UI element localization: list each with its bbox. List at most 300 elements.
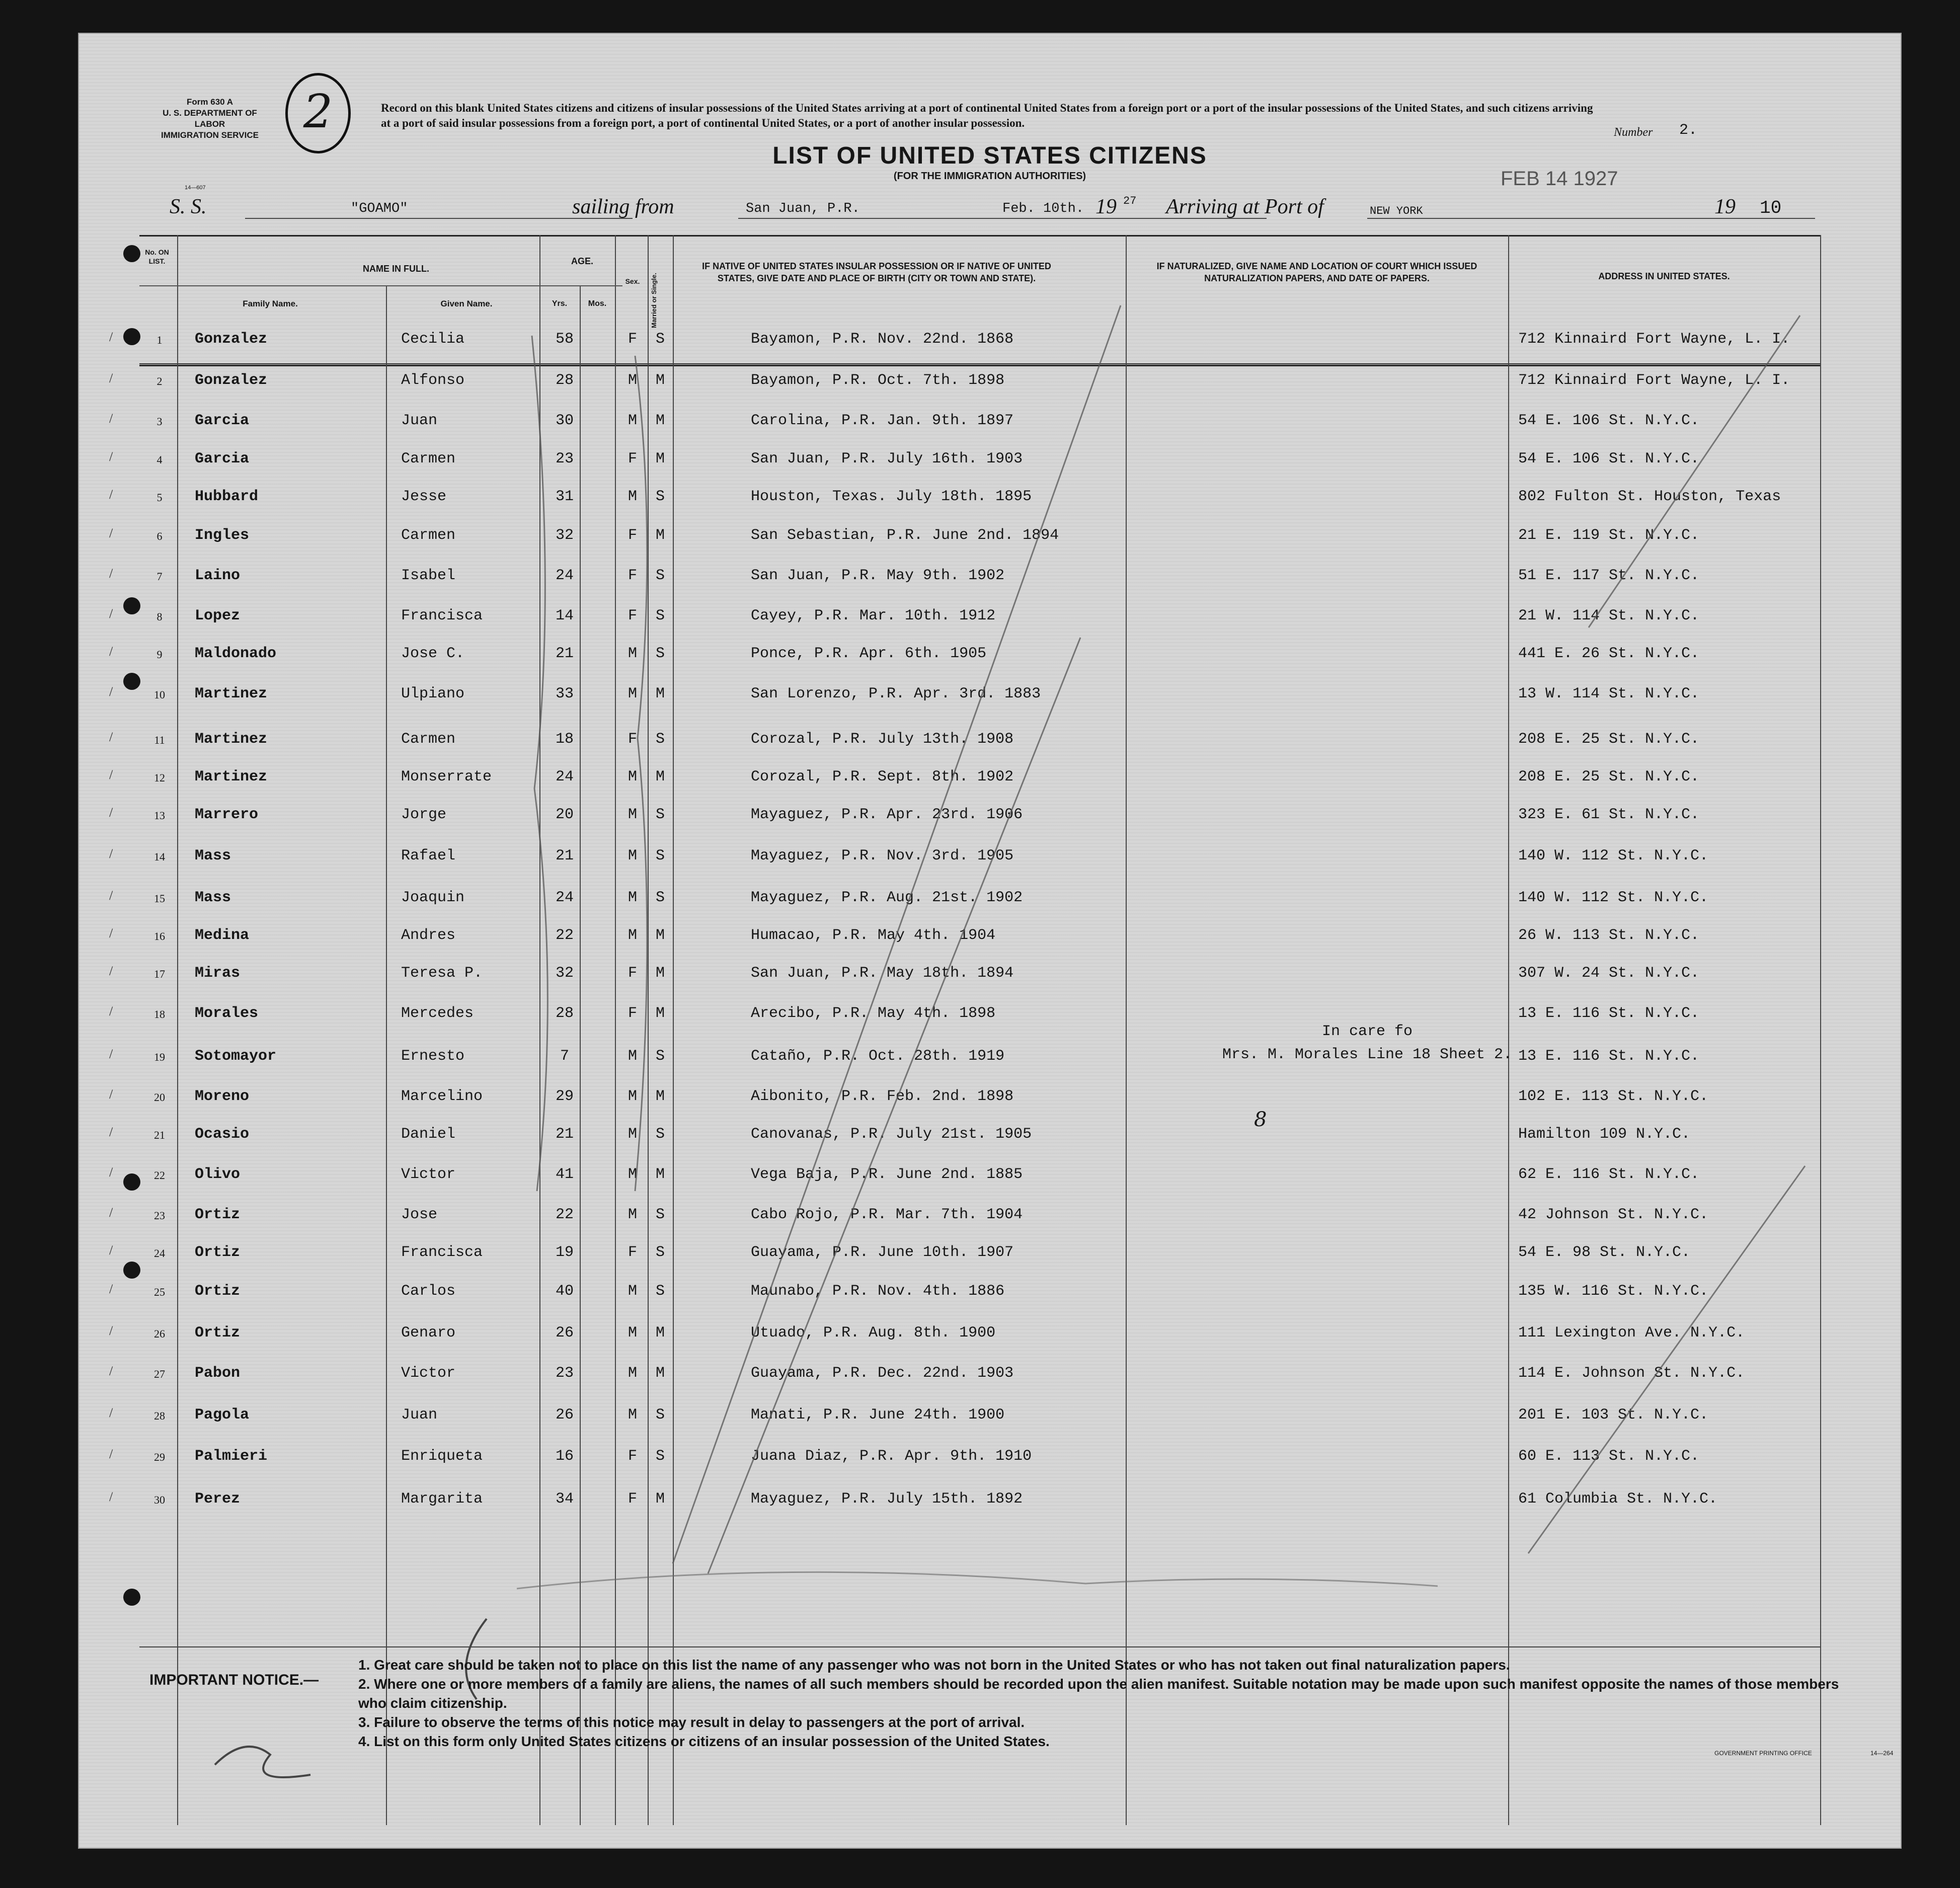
- pencil-stroke: [1589, 316, 1800, 627]
- check-tick: /: [109, 1004, 113, 1018]
- passenger-number: 17: [154, 968, 165, 980]
- birth-place-date: San Juan, P.R. July 16th. 1903: [751, 450, 1023, 467]
- given-name: Jose: [401, 1206, 438, 1223]
- address: 13 W. 114 St. N.Y.C.: [1518, 685, 1700, 702]
- address: 51 E. 117 St. N.Y.C.: [1518, 567, 1700, 584]
- address: 712 Kinnaird Fort Wayne, L. I.: [1518, 331, 1790, 348]
- ship-name: "GOAMO": [351, 201, 408, 216]
- address: Hamilton 109 N.Y.C.: [1518, 1126, 1691, 1143]
- departure-date: Feb. 10th.: [1002, 201, 1084, 216]
- marital-status: M: [655, 927, 665, 944]
- given-name: Marcelino: [401, 1088, 483, 1105]
- address: 60 E. 113 St. N.Y.C.: [1518, 1448, 1700, 1465]
- birth-place-date: San Juan, P.R. May 9th. 1902: [751, 567, 1005, 584]
- col-address: ADDRESS IN UNITED STATES.: [1598, 271, 1730, 281]
- pencil-mark: 8: [1254, 1108, 1267, 1131]
- birth-place-date: Maunabo, P.R. Nov. 4th. 1886: [751, 1283, 1005, 1300]
- col-married-or-single: Married or Single.: [650, 273, 658, 328]
- passenger-number: 5: [156, 491, 163, 504]
- given-name: Alfonso: [401, 372, 465, 389]
- sex: F: [628, 450, 637, 467]
- marital-status: M: [655, 685, 665, 702]
- birth-place-date: Mayaguez, P.R. July 15th. 1892: [751, 1490, 1023, 1508]
- col-name-in-full: NAME IN FULL.: [363, 264, 429, 274]
- family-name: Ortiz: [195, 1244, 241, 1261]
- pencil-stroke: [673, 305, 1121, 1563]
- given-name: Enriqueta: [401, 1448, 483, 1465]
- family-name: Mass: [195, 889, 231, 906]
- given-name: Ulpiano: [401, 685, 465, 702]
- page-subtitle: (FOR THE IMMIGRATION AUTHORITIES): [893, 171, 1086, 182]
- marital-status: M: [655, 1088, 665, 1105]
- arrival-port: NEW YORK: [1370, 205, 1423, 217]
- given-name: Andres: [401, 927, 456, 944]
- marital-status: S: [655, 1406, 665, 1424]
- family-name: Ortiz: [195, 1206, 241, 1223]
- pencil-stroke: [635, 356, 647, 1191]
- sex: F: [628, 965, 637, 982]
- check-tick: /: [109, 730, 113, 744]
- birth-place-date: Cataño, P.R. Oct. 28th. 1919: [751, 1048, 1005, 1065]
- col-given-name: Given Name.: [440, 299, 493, 308]
- sex: F: [628, 567, 637, 584]
- col-sex: Sex.: [625, 277, 640, 285]
- passenger-number: 13: [154, 809, 165, 822]
- passenger-number: 2: [156, 375, 163, 387]
- passenger-number: 20: [154, 1091, 165, 1104]
- age: 58: [555, 331, 574, 348]
- col-naturalized: IF NATURALIZED, GIVE NAME AND LOCATION OF COURT WHICH ISSUED NATURALIZATION PAPERS, AND DATE OF PAPERS.: [1156, 261, 1477, 283]
- given-name: Joaquin: [401, 889, 465, 906]
- check-tick: /: [109, 1165, 113, 1179]
- family-name: Garcia: [195, 412, 250, 429]
- address: 13 E. 116 St. N.Y.C.: [1518, 1005, 1700, 1022]
- passenger-number: 22: [154, 1169, 165, 1182]
- print-office: GOVERNMENT PRINTING OFFICE: [1714, 1750, 1812, 1757]
- print-code: 14—607: [185, 185, 206, 191]
- given-name: Francisca: [401, 607, 483, 624]
- age: 19: [555, 1244, 574, 1261]
- age: 41: [555, 1166, 574, 1183]
- birth-place-date: Arecibo, P.R. May 4th. 1898: [751, 1005, 996, 1022]
- given-name: Jorge: [401, 806, 447, 823]
- passenger-number: 8: [156, 610, 163, 623]
- family-name: Laino: [195, 567, 241, 584]
- notice-item: 4. List on this form only United States citizens or citizens of an insular possession of the United States.: [358, 1734, 1050, 1749]
- arriving-label: Arriving at Port of: [1166, 195, 1324, 218]
- ss-label: S. S.: [170, 195, 207, 218]
- check-tick: /: [109, 964, 113, 978]
- address: 323 E. 61 St. N.Y.C.: [1518, 806, 1700, 823]
- important-notice: [358, 1656, 1858, 1751]
- date-stamp: FEB 14 1927: [1501, 168, 1618, 190]
- check-tick: /: [109, 1282, 113, 1296]
- passenger-number: 30: [154, 1493, 165, 1506]
- marital-status: S: [655, 1448, 665, 1465]
- marital-status: S: [655, 567, 665, 584]
- age: 33: [555, 685, 574, 702]
- marital-status: M: [655, 1166, 665, 1183]
- family-name: Marrero: [195, 806, 259, 823]
- marital-status: S: [655, 645, 665, 662]
- sex: F: [628, 1490, 637, 1508]
- address: 111 Lexington Ave. N.Y.C.: [1518, 1324, 1745, 1342]
- family-name: Gonzalez: [195, 331, 268, 348]
- address: 208 E. 25 St. N.Y.C.: [1518, 768, 1700, 785]
- marital-status: M: [655, 527, 665, 544]
- sex: F: [628, 1244, 637, 1261]
- birth-place-date: Mayaguez, P.R. Aug. 21st. 1902: [751, 889, 1023, 906]
- address: 140 W. 112 St. N.Y.C.: [1518, 889, 1709, 906]
- marital-status: S: [655, 488, 665, 505]
- marital-status: S: [655, 331, 665, 348]
- given-name: Victor: [401, 1365, 456, 1382]
- birth-place-date: Corozal, P.R. Sept. 8th. 1902: [751, 768, 1014, 785]
- sex: M: [628, 1088, 637, 1105]
- age: 32: [555, 527, 574, 544]
- age: 18: [555, 731, 574, 748]
- age: 24: [555, 889, 574, 906]
- in-care-line: Mrs. M. Morales Line 18 Sheet 2.: [1222, 1046, 1513, 1063]
- marital-status: S: [655, 1244, 665, 1261]
- print-code: 14—264: [1870, 1750, 1894, 1757]
- address: 802 Fulton St. Houston, Texas: [1518, 488, 1781, 505]
- passenger-number: 29: [154, 1451, 165, 1463]
- passenger-number: 7: [156, 570, 163, 583]
- family-name: Martinez: [195, 768, 268, 785]
- family-name: Hubbard: [195, 488, 259, 505]
- family-name: Morales: [195, 1005, 259, 1022]
- family-name: Ortiz: [195, 1324, 241, 1342]
- check-tick: /: [109, 1125, 113, 1139]
- passenger-number: 10: [154, 688, 165, 701]
- family-name: Sotomayor: [195, 1048, 277, 1065]
- sex: M: [628, 685, 637, 702]
- check-tick: /: [109, 1205, 113, 1220]
- passenger-number: 14: [154, 850, 165, 863]
- address: 61 Columbia St. N.Y.C.: [1518, 1490, 1718, 1508]
- pencil-scrawl: [517, 1572, 1438, 1589]
- age: 22: [555, 927, 574, 944]
- age: 21: [555, 645, 574, 662]
- sex: M: [628, 412, 637, 429]
- marital-status: S: [655, 806, 665, 823]
- given-name: Jose C.: [401, 645, 465, 662]
- check-tick: /: [109, 767, 113, 782]
- check-tick: /: [109, 330, 113, 344]
- marital-status: M: [655, 768, 665, 785]
- address: 21 W. 114 St. N.Y.C.: [1518, 607, 1700, 624]
- sex: M: [628, 1283, 637, 1300]
- passenger-number: 11: [154, 734, 165, 746]
- form-id-line: U. S. DEPARTMENT OF LABOR: [163, 108, 257, 129]
- family-name: Miras: [195, 965, 241, 982]
- passenger-number: 28: [154, 1409, 165, 1422]
- check-tick: /: [109, 1243, 113, 1257]
- col-age-yrs: Yrs.: [552, 299, 568, 308]
- check-tick: /: [109, 644, 113, 659]
- age: 26: [555, 1324, 574, 1342]
- address: 54 E. 106 St. N.Y.C.: [1518, 412, 1700, 429]
- family-name: Medina: [195, 927, 250, 944]
- check-tick: /: [109, 1323, 113, 1338]
- manifest-sheet: [78, 33, 1902, 1849]
- address: 102 E. 113 St. N.Y.C.: [1518, 1088, 1709, 1105]
- age: 21: [555, 1126, 574, 1143]
- age: 28: [555, 372, 574, 389]
- birth-place-date: Utuado, P.R. Aug. 8th. 1900: [751, 1324, 996, 1342]
- form-id-line: IMMIGRATION SERVICE: [161, 130, 259, 140]
- age: 23: [555, 1365, 574, 1382]
- address: 13 E. 116 St. N.Y.C.: [1518, 1048, 1700, 1065]
- age: 24: [555, 567, 574, 584]
- age: 24: [555, 768, 574, 785]
- check-tick: /: [109, 526, 113, 540]
- address: 140 W. 112 St. N.Y.C.: [1518, 847, 1709, 864]
- passenger-number: 16: [154, 930, 165, 942]
- sailing-from-value: San Juan, P.R.: [746, 201, 860, 216]
- check-tick: /: [109, 1447, 113, 1461]
- age: 22: [555, 1206, 574, 1223]
- notice-divider: [139, 1646, 1820, 1647]
- check-tick: /: [109, 1087, 113, 1102]
- col-age-mos: Mos.: [588, 299, 607, 308]
- marital-status: S: [655, 607, 665, 624]
- address: 42 Johnson St. N.Y.C.: [1518, 1206, 1709, 1223]
- birth-place-date: San Juan, P.R. May 18th. 1894: [751, 965, 1014, 982]
- sex: F: [628, 331, 637, 348]
- marital-status: M: [655, 1005, 665, 1022]
- marital-status: M: [655, 1365, 665, 1382]
- age: 16: [555, 1448, 574, 1465]
- check-tick: /: [109, 566, 113, 581]
- family-name: Perez: [195, 1490, 241, 1508]
- family-name: Ortiz: [195, 1283, 241, 1300]
- notice-item: 3. Failure to observe the terms of this notice may result in delay to passengers at the port of arrival.: [358, 1714, 1025, 1730]
- age: 20: [555, 806, 574, 823]
- birth-place-date: Humacao, P.R. May 4th. 1904: [751, 927, 996, 944]
- given-name: Carlos: [401, 1283, 456, 1300]
- birth-place-date: Bayamon, P.R. Nov. 22nd. 1868: [751, 331, 1014, 348]
- age: 28: [555, 1005, 574, 1022]
- sex: M: [628, 1206, 637, 1223]
- marital-status: M: [655, 450, 665, 467]
- given-name: Jesse: [401, 488, 447, 505]
- family-name: Gonzalez: [195, 372, 268, 389]
- address: 208 E. 25 St. N.Y.C.: [1518, 731, 1700, 748]
- passenger-number: 25: [154, 1286, 165, 1298]
- passenger-number: 19: [154, 1051, 165, 1063]
- pencil-scrawl: [215, 1747, 310, 1777]
- family-name: Pabon: [195, 1365, 241, 1382]
- marital-status: S: [655, 1126, 665, 1143]
- passenger-number: 27: [154, 1368, 165, 1380]
- family-name: Lopez: [195, 607, 241, 624]
- birth-place-date: Bayamon, P.R. Oct. 7th. 1898: [751, 372, 1005, 389]
- address: 712 Kinnaird Fort Wayne, L. I.: [1518, 372, 1790, 389]
- given-name: Carmen: [401, 731, 456, 748]
- circled-sheet-number-text: 2: [303, 85, 333, 138]
- check-tick: /: [109, 888, 113, 903]
- family-name: Moreno: [195, 1088, 250, 1105]
- sex: M: [628, 927, 637, 944]
- age: 40: [555, 1283, 574, 1300]
- family-name: Maldonado: [195, 645, 277, 662]
- arrival-year-prefix: 19: [1714, 195, 1736, 218]
- form-id-line: Form 630 A: [187, 97, 233, 107]
- check-tick: /: [109, 846, 113, 861]
- birth-place-date: Canovanas, P.R. July 21st. 1905: [751, 1126, 1032, 1143]
- address: 201 E. 103 St. N.Y.C.: [1518, 1406, 1709, 1424]
- family-name: Garcia: [195, 450, 250, 467]
- passenger-number: 1: [156, 334, 163, 346]
- sex: M: [628, 1126, 637, 1143]
- passenger-number: 4: [156, 453, 163, 466]
- sex: M: [628, 847, 637, 864]
- pencil-stroke: [708, 638, 1080, 1574]
- passenger-number: 24: [154, 1247, 165, 1260]
- check-tick: /: [109, 371, 113, 385]
- family-name: Martinez: [195, 685, 268, 702]
- age: 14: [555, 607, 574, 624]
- sex: M: [628, 1365, 637, 1382]
- given-name: Monserrate: [401, 768, 492, 785]
- marital-status: M: [655, 1324, 665, 1342]
- sex: M: [628, 488, 637, 505]
- check-tick: /: [109, 411, 113, 426]
- address: 135 W. 116 St. N.Y.C.: [1518, 1283, 1709, 1300]
- age: 21: [555, 847, 574, 864]
- passenger-number: 9: [156, 648, 163, 661]
- birth-place-date: Carolina, P.R. Jan. 9th. 1897: [751, 412, 1014, 429]
- family-name: Mass: [195, 847, 231, 864]
- given-name: Victor: [401, 1166, 456, 1183]
- family-name: Pagola: [195, 1406, 250, 1424]
- marital-status: M: [655, 965, 665, 982]
- sex: M: [628, 889, 637, 906]
- age: 26: [555, 1406, 574, 1424]
- passenger-number: 26: [154, 1327, 165, 1340]
- notice-item: 1. Great care should be taken not to place on this list the name of any passenger who was not born in the United States or who has not taken out final naturalization papers.: [358, 1657, 1510, 1673]
- family-name: Martinez: [195, 731, 268, 748]
- address: 54 E. 98 St. N.Y.C.: [1518, 1244, 1691, 1261]
- sailing-from-label: sailing from: [572, 195, 674, 218]
- birth-place-date: Cayey, P.R. Mar. 10th. 1912: [751, 607, 996, 624]
- given-name: Juan: [401, 1406, 438, 1424]
- departure-year-suffix: 27: [1123, 195, 1137, 207]
- marital-status: S: [655, 1206, 665, 1223]
- sex: M: [628, 806, 637, 823]
- in-care-line: In care fo: [1321, 1023, 1413, 1040]
- given-name: Rafael: [401, 847, 456, 864]
- birth-place-date: Guayama, P.R. Dec. 22nd. 1903: [751, 1365, 1014, 1382]
- birth-place-date: Manati, P.R. June 24th. 1900: [751, 1406, 1005, 1424]
- check-tick: /: [109, 1489, 113, 1504]
- check-tick: /: [109, 449, 113, 464]
- marital-status: S: [655, 889, 665, 906]
- col-family-name: Family Name.: [243, 299, 298, 308]
- address: 62 E. 116 St. N.Y.C.: [1518, 1166, 1700, 1183]
- family-name: Ocasio: [195, 1126, 250, 1143]
- passenger-number: 18: [154, 1008, 165, 1020]
- in-care-note: [1141, 1020, 1594, 1066]
- birth-place-date: Ponce, P.R. Apr. 6th. 1905: [751, 645, 987, 662]
- sex: F: [628, 1448, 637, 1465]
- check-tick: /: [109, 1364, 113, 1378]
- given-name: Daniel: [401, 1126, 456, 1143]
- age: 7: [560, 1048, 569, 1065]
- page-title: LIST OF UNITED STATES CITIZENS: [772, 142, 1207, 169]
- preamble-text: Record on this blank United States citizens and citizens of insular possessions of the United States arriving at a port of continental United States from a foreign port or a port of the insular possessions of the United States, and such citizens arriving at a port of said insular possessions from a foreign port, a port of continental United States, or a port of another insular possession.: [381, 102, 1593, 129]
- sex: M: [628, 1324, 637, 1342]
- address: 26 W. 113 St. N.Y.C.: [1518, 927, 1700, 944]
- birth-place-date: Juana Diaz, P.R. Apr. 9th. 1910: [751, 1448, 1032, 1465]
- birth-place-date: San Lorenzo, P.R. Apr. 3rd. 1883: [751, 685, 1041, 702]
- birth-place-date: Houston, Texas. July 18th. 1895: [751, 488, 1032, 505]
- family-name: Ingles: [195, 527, 250, 544]
- marital-status: M: [655, 412, 665, 429]
- given-name: Juan: [401, 412, 438, 429]
- address: 307 W. 24 St. N.Y.C.: [1518, 965, 1700, 982]
- passenger-number: 15: [154, 892, 165, 905]
- given-name: Margarita: [401, 1490, 483, 1508]
- check-tick: /: [109, 684, 113, 699]
- departure-year-prefix: 19: [1095, 195, 1117, 218]
- arrival-year-suffix: 10: [1760, 198, 1782, 218]
- sex: M: [628, 1166, 637, 1183]
- marital-status: M: [655, 372, 665, 389]
- pencil-stroke: [1528, 1166, 1805, 1553]
- birth-place-date: Vega Baja, P.R. June 2nd. 1885: [751, 1166, 1023, 1183]
- check-tick: /: [109, 1405, 113, 1420]
- sex: M: [628, 768, 637, 785]
- sex: M: [628, 1048, 637, 1065]
- address: 114 E. Johnson St. N.Y.C.: [1518, 1365, 1745, 1382]
- given-name: Francisca: [401, 1244, 483, 1261]
- birth-place-date: Mayaguez, P.R. Nov. 3rd. 1905: [751, 847, 1014, 864]
- given-name: Genaro: [401, 1324, 456, 1342]
- given-name: Isabel: [401, 567, 456, 584]
- address: 21 E. 119 St. N.Y.C.: [1518, 527, 1700, 544]
- col-birth: IF NATIVE OF UNITED STATES INSULAR POSSESSION OR IF NATIVE OF UNITED STATES, GIVE DATE AND PLACE OF BIRTH (CITY OR TOWN AND STATE).: [702, 261, 1051, 283]
- check-tick: /: [109, 487, 113, 502]
- sex: M: [628, 372, 637, 389]
- sex: F: [628, 607, 637, 624]
- passenger-number: 23: [154, 1209, 165, 1222]
- age: 30: [555, 412, 574, 429]
- given-name: Teresa P.: [401, 965, 483, 982]
- birth-place-date: Guayama, P.R. June 10th. 1907: [751, 1244, 1014, 1261]
- given-name: Carmen: [401, 450, 456, 467]
- notice-label: IMPORTANT NOTICE.—: [149, 1672, 319, 1688]
- check-tick: /: [109, 1047, 113, 1061]
- pencil-stroke: [532, 336, 547, 1191]
- birth-place-date: Corozal, P.R. July 13th. 1908: [751, 731, 1014, 748]
- given-name: Cecilia: [401, 331, 465, 348]
- sex: M: [628, 645, 637, 662]
- age: 34: [555, 1490, 574, 1508]
- passenger-number: 21: [154, 1129, 165, 1141]
- check-tick: /: [109, 606, 113, 621]
- birth-place-date: Aibonito, P.R. Feb. 2nd. 1898: [751, 1088, 1014, 1105]
- address: 441 E. 26 St. N.Y.C.: [1518, 645, 1700, 662]
- pencil-check-marks: [79, 34, 1901, 1848]
- birth-place-date: San Sebastian, P.R. June 2nd. 1894: [751, 527, 1059, 544]
- sex: F: [628, 1005, 637, 1022]
- passenger-number: 3: [156, 415, 163, 428]
- sex: F: [628, 731, 637, 748]
- given-name: Ernesto: [401, 1048, 465, 1065]
